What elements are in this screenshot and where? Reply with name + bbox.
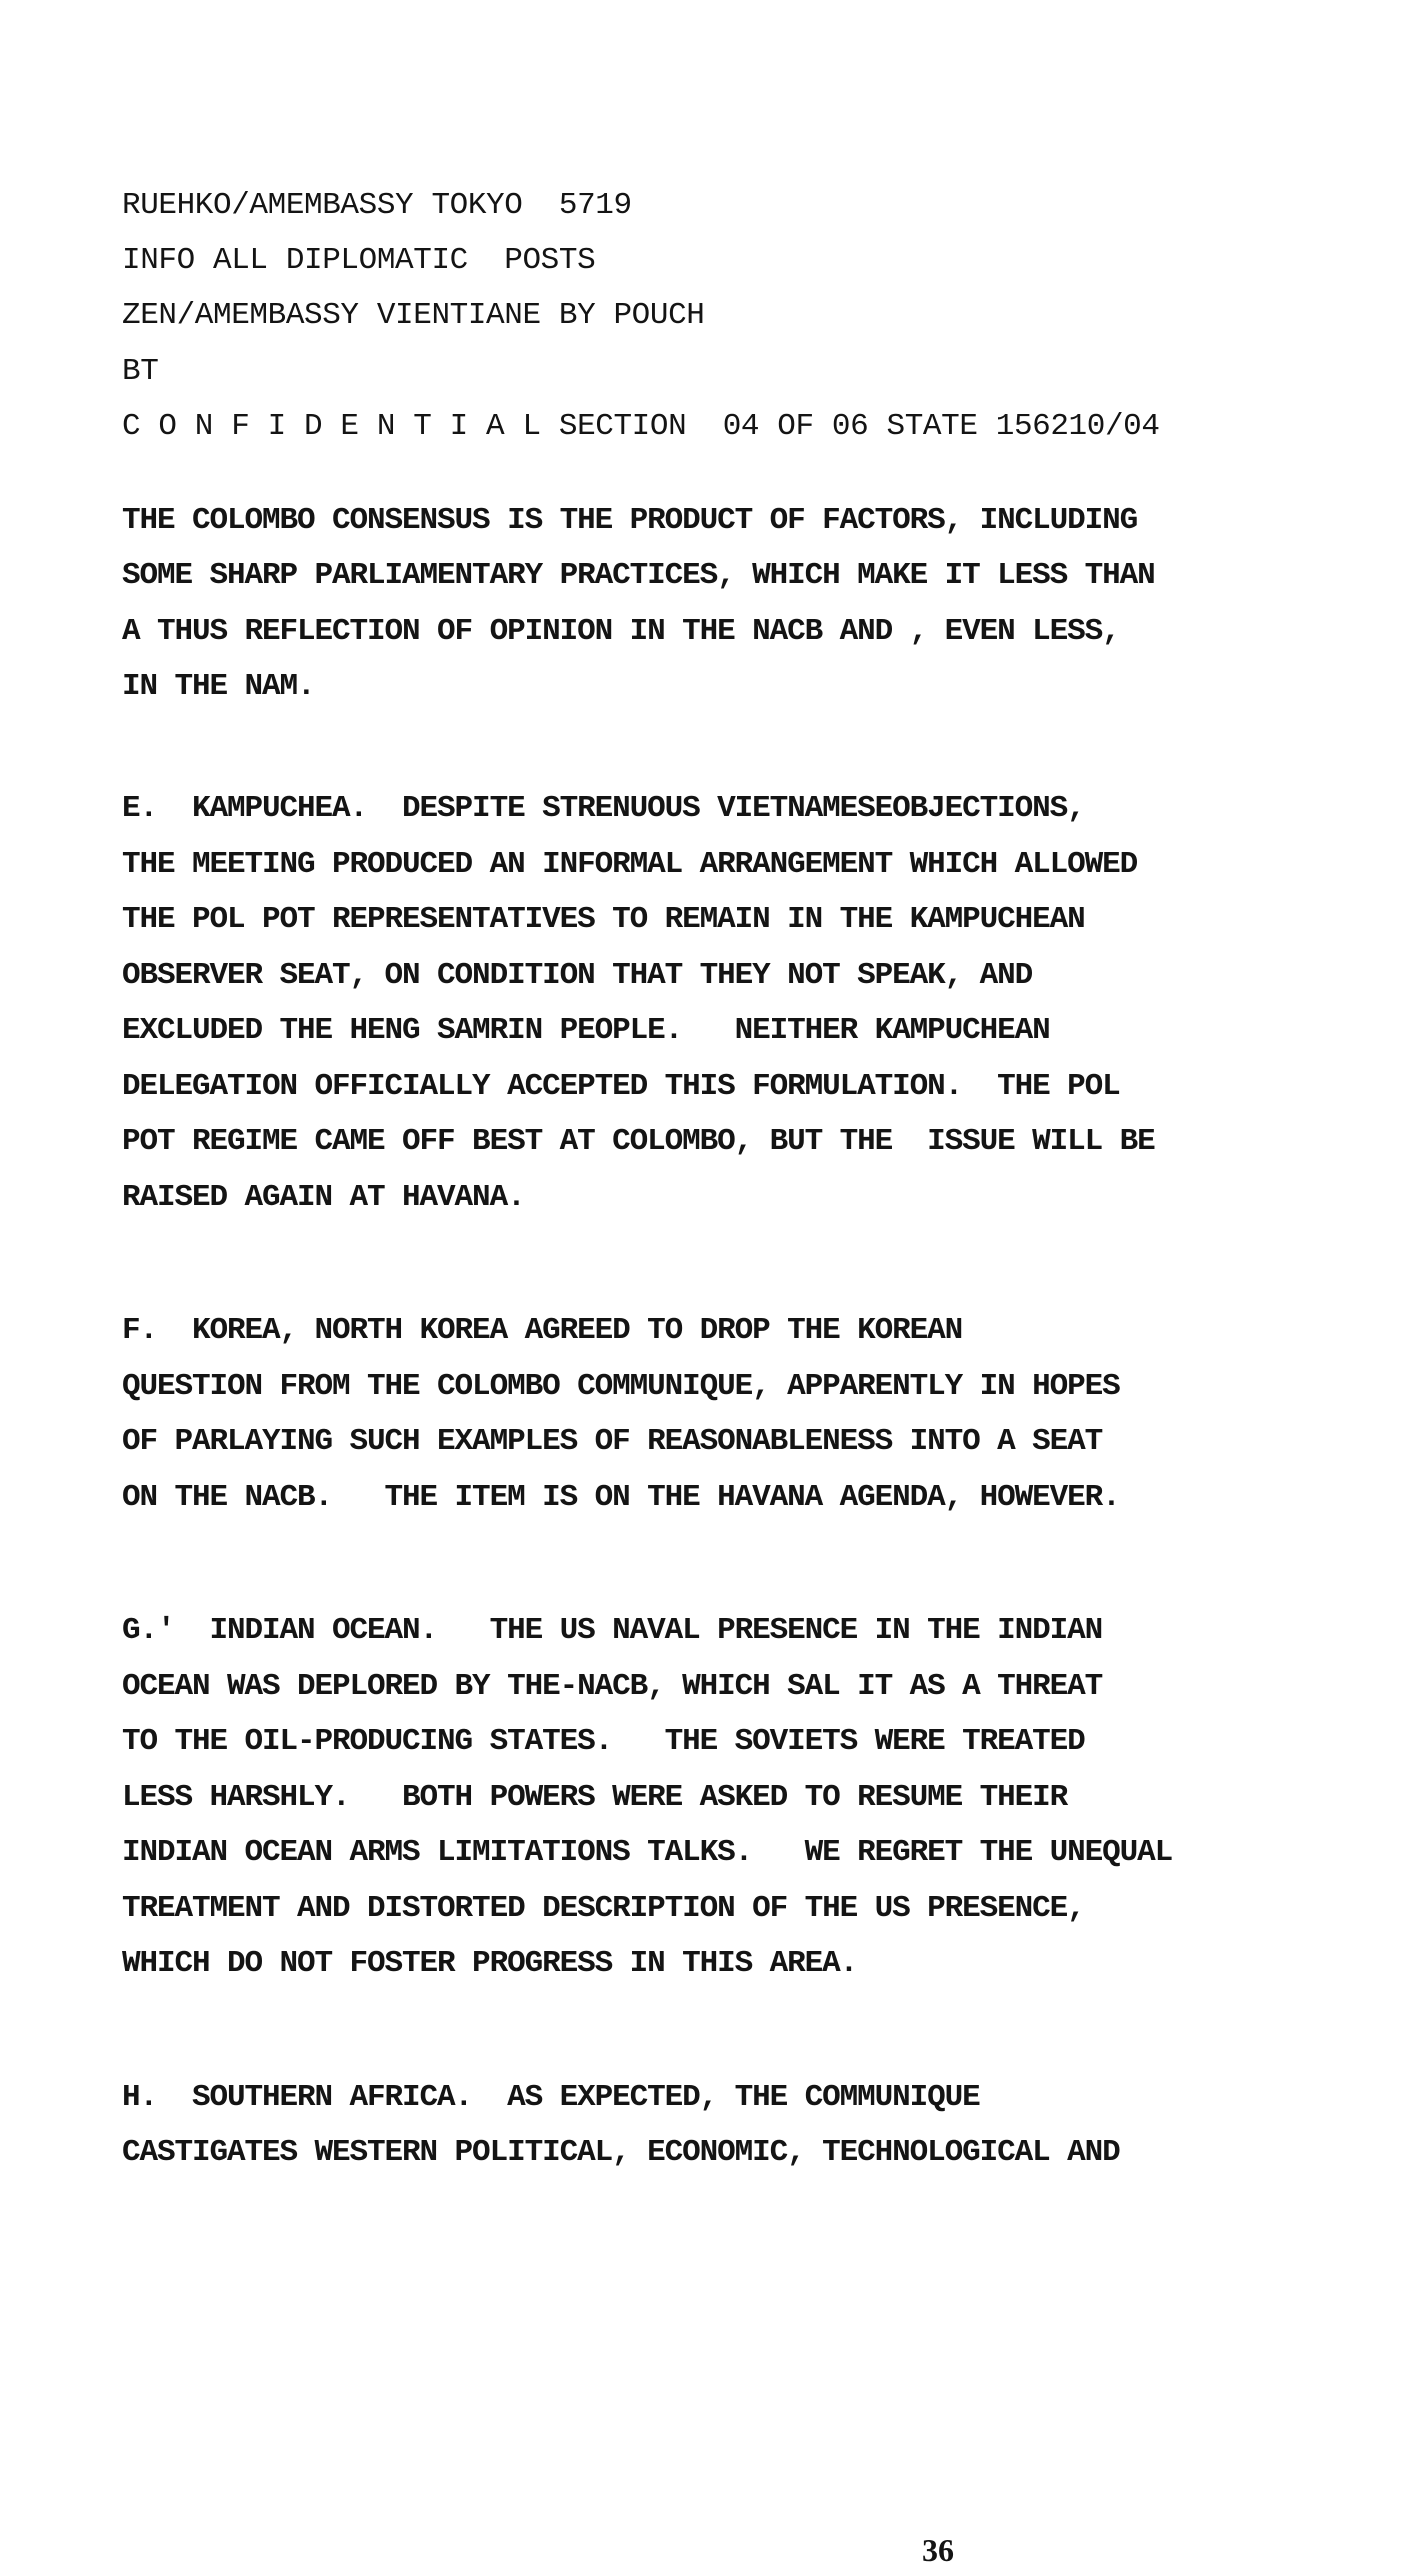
paragraph-line: DELEGATION OFFICIALLY ACCEPTED THIS FORMULATION. THE POL: [122, 1069, 1120, 1104]
paragraph-line: THE POL POT REPRESENTATIVES TO REMAIN IN THE KAMPUCHEAN: [122, 902, 1085, 937]
cable-pouch-line: ZEN/AMEMBASSY VIENTIANE BY POUCH: [122, 298, 705, 333]
paragraph-line: QUESTION FROM THE COLOMBO COMMUNIQUE, APPARENTLY IN HOPES: [122, 1369, 1120, 1404]
paragraph-line: OF PARLAYING SUCH EXAMPLES OF REASONABLENESS INTO A SEAT: [122, 1424, 1103, 1459]
paragraph-line: RAISED AGAIN AT HAVANA.: [122, 1180, 525, 1215]
paragraph-line: TREATMENT AND DISTORTED DESCRIPTION OF THE US PRESENCE,: [122, 1891, 1085, 1926]
paragraph-line: G.' INDIAN OCEAN. THE US NAVAL PRESENCE IN THE INDIAN: [122, 1613, 1103, 1648]
paragraph-line: IN THE NAM.: [122, 669, 315, 704]
paragraph-line: TO THE OIL-PRODUCING STATES. THE SOVIETS WERE TREATED: [122, 1724, 1085, 1759]
paragraph-line: F. KOREA, NORTH KOREA AGREED TO DROP THE KOREAN: [122, 1313, 963, 1348]
cable-bt-line: BT: [122, 354, 159, 389]
paragraph-line: SOME SHARP PARLIAMENTARY PRACTICES, WHICH MAKE IT LESS THAN: [122, 558, 1155, 593]
paragraph-line: EXCLUDED THE HENG SAMRIN PEOPLE. NEITHER KAMPUCHEAN: [122, 1013, 1050, 1048]
paragraph-line: A THUS REFLECTION OF OPINION IN THE NACB AND , EVEN LESS,: [122, 614, 1120, 649]
paragraph-line: POT REGIME CAME OFF BEST AT COLOMBO, BUT THE ISSUE WILL BE: [122, 1124, 1155, 1159]
paragraph-line: THE MEETING PRODUCED AN INFORMAL ARRANGEMENT WHICH ALLOWED: [122, 847, 1138, 882]
paragraph-line: H. SOUTHERN AFRICA. AS EXPECTED, THE COMMUNIQUE: [122, 2080, 980, 2115]
page-number: 36: [922, 2532, 954, 2568]
paragraph-line: CASTIGATES WESTERN POLITICAL, ECONOMIC, TECHNOLOGICAL AND: [122, 2135, 1120, 2170]
cable-routing-line: RUEHKO/AMEMBASSY TOKYO 5719: [122, 188, 632, 223]
paragraph-line: ON THE NACB. THE ITEM IS ON THE HAVANA AGENDA, HOWEVER.: [122, 1480, 1120, 1515]
paragraph-line: OBSERVER SEAT, ON CONDITION THAT THEY NOT SPEAK, AND: [122, 958, 1033, 993]
cable-info-line: INFO ALL DIPLOMATIC POSTS: [122, 243, 596, 278]
paragraph-line: INDIAN OCEAN ARMS LIMITATIONS TALKS. WE REGRET THE UNEQUAL: [122, 1835, 1173, 1870]
paragraph-line: OCEAN WAS DEPLORED BY THE-NACB, WHICH SAL IT AS A THREAT: [122, 1669, 1103, 1704]
paragraph-line: THE COLOMBO CONSENSUS IS THE PRODUCT OF FACTORS, INCLUDING: [122, 503, 1138, 538]
paragraph-line: E. KAMPUCHEA. DESPITE STRENUOUS VIETNAMESEOBJECTIONS,: [122, 791, 1085, 826]
paragraph-line: WHICH DO NOT FOSTER PROGRESS IN THIS AREA.: [122, 1946, 858, 1981]
paragraph-line: LESS HARSHLY. BOTH POWERS WERE ASKED TO RESUME THEIR: [122, 1780, 1068, 1815]
classification-line: C O N F I D E N T I A L SECTION 04 OF 06 STATE 156210/04: [122, 409, 1160, 444]
